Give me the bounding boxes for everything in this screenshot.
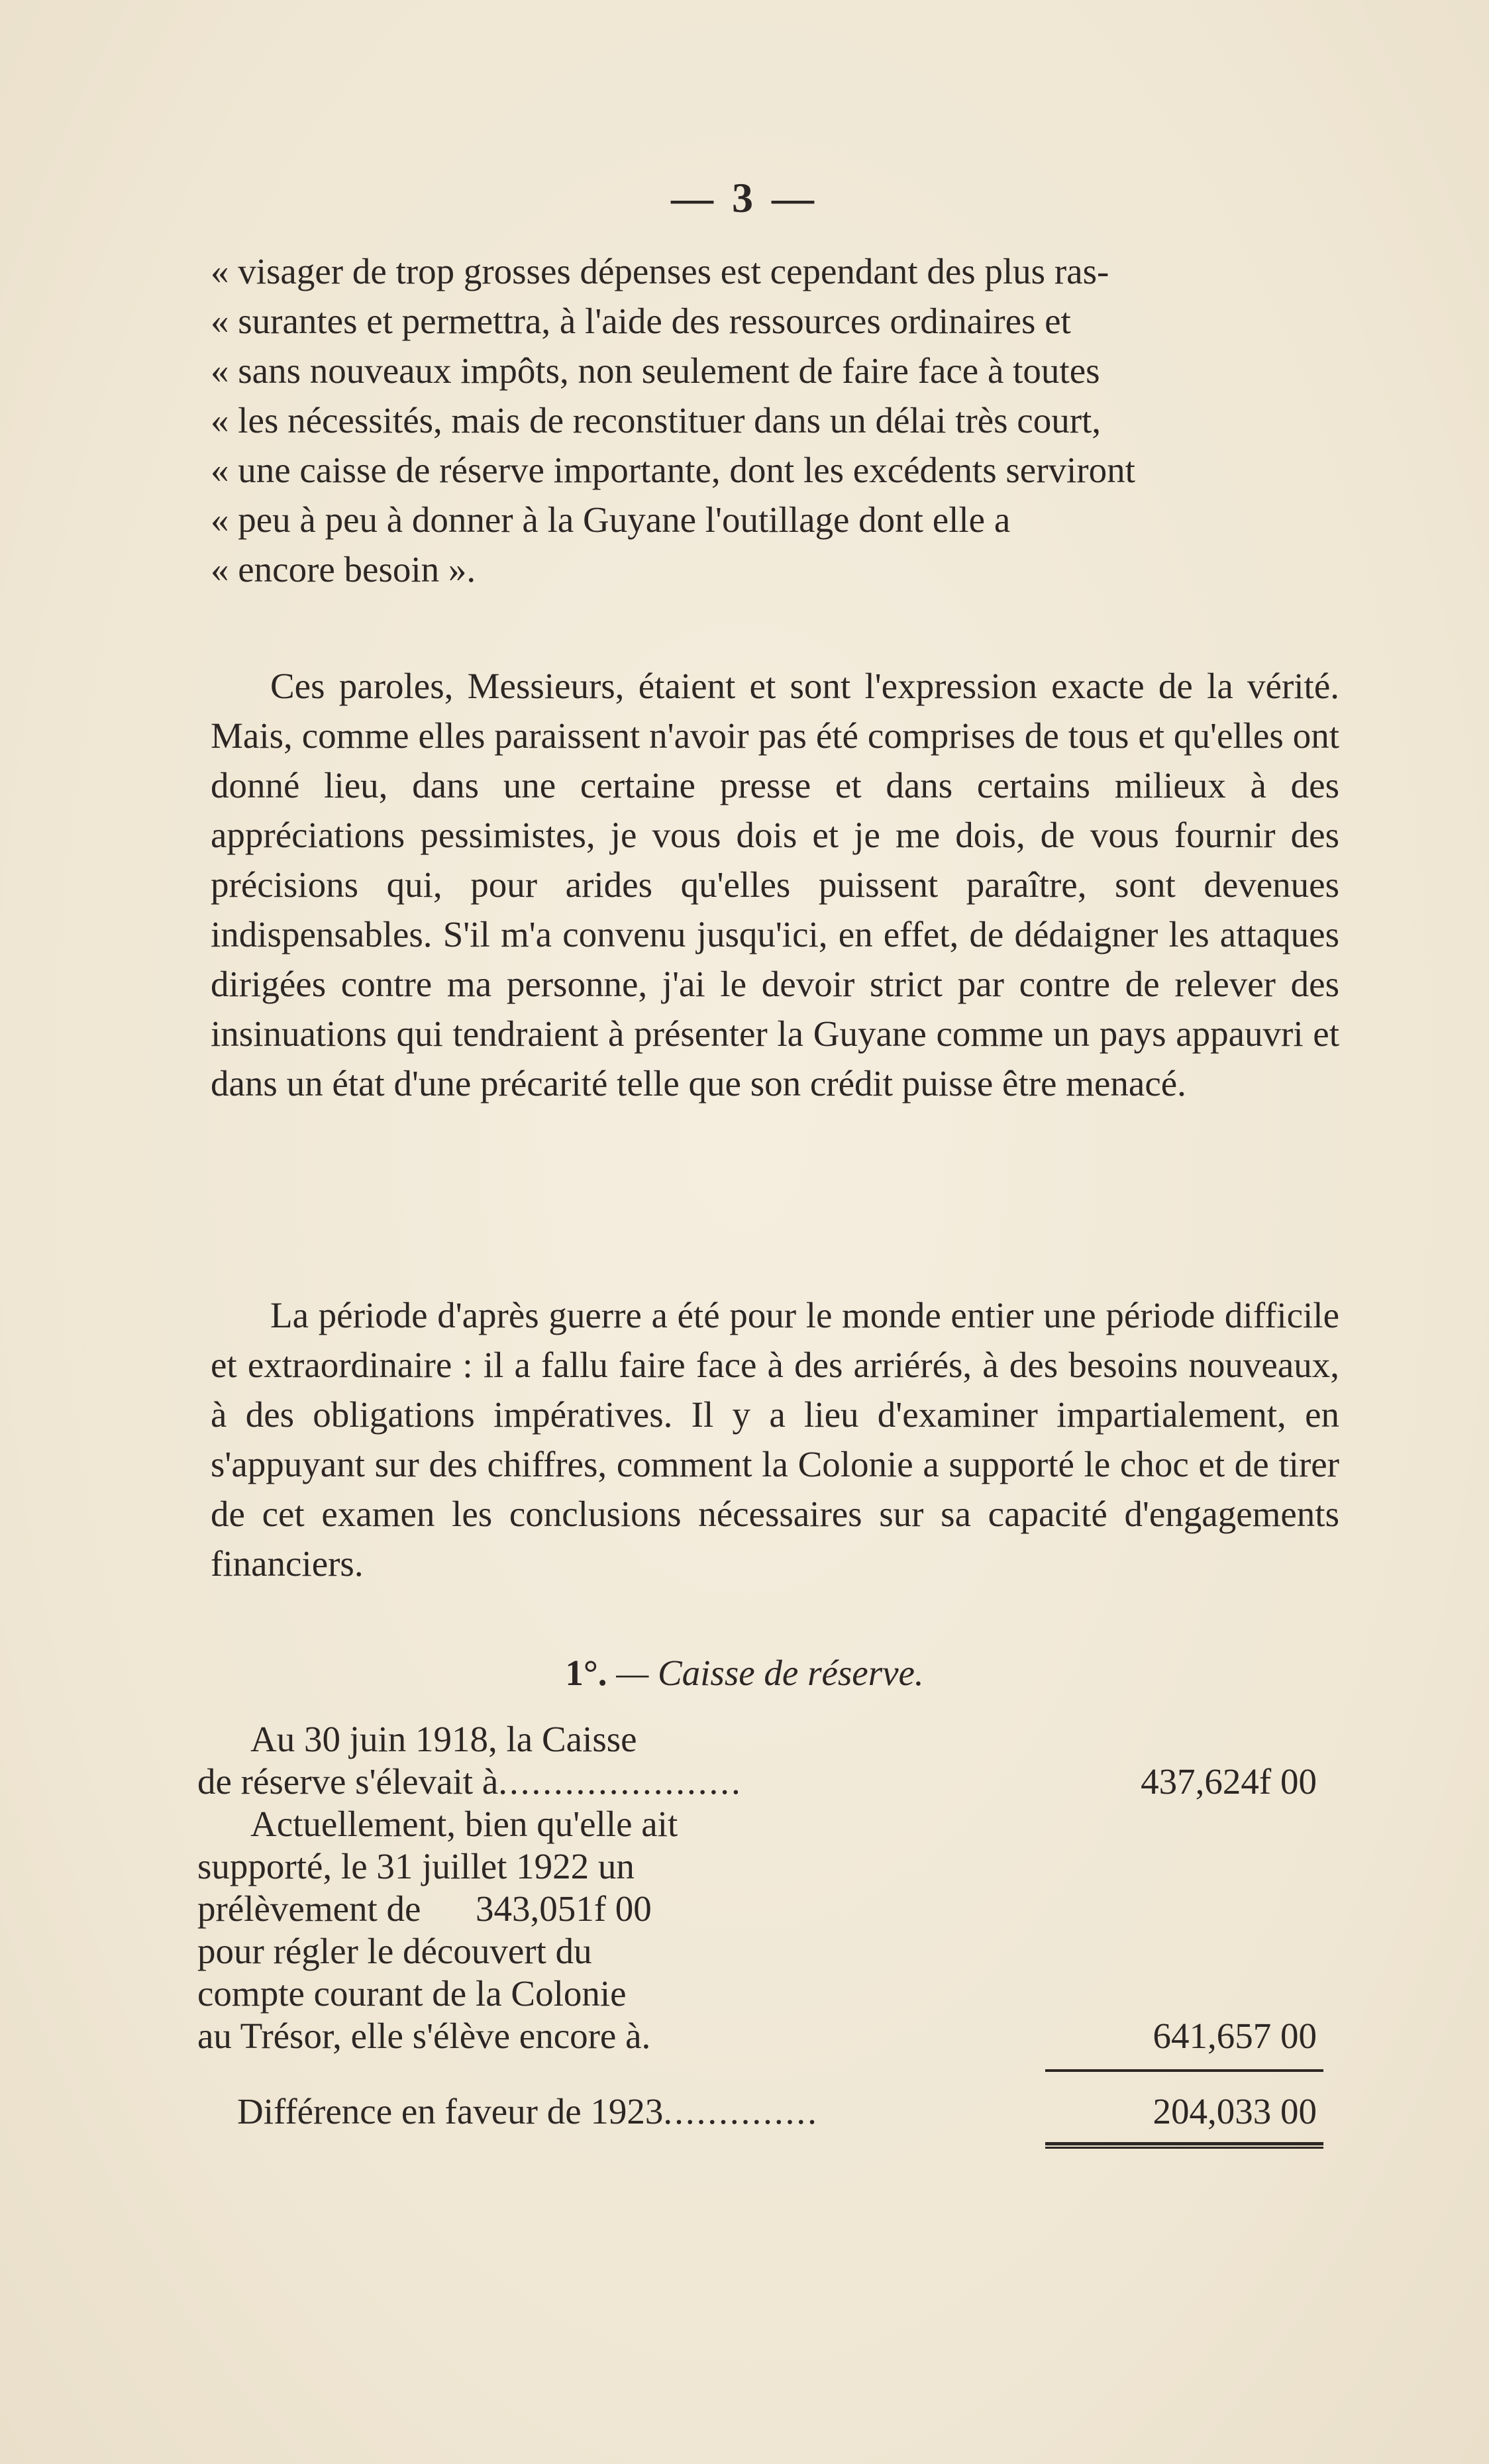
quote-line: « surantes et permettra, à l'aide des ressources ordinaires et xyxy=(211,301,1071,341)
ledger-line: supporté, le 31 juillet 1922 un xyxy=(197,1846,635,1886)
sum-rule xyxy=(1045,2069,1323,2072)
section-dash: — xyxy=(607,1653,658,1693)
difference-label: Différence en faveur de 1923 xyxy=(237,2091,664,2131)
difference-row xyxy=(197,2090,1085,2133)
body-paragraph: La période d'après guerre a été pour le monde entier une période difficile et extraordinaire : il a fallu faire face à des arriérés, à des besoins nouveaux, à des obligations impératives. Il y a lieu d'examiner impartialement, en s'appuyant sur des chiffres, comment la Colonie a supporté le choc et de tirer de cet examen les conclusions nécessaires sur sa capacité d'engagements financiers. xyxy=(211,1295,1339,1584)
quotation-block xyxy=(211,246,1339,594)
ledger-line-text: de réserve s'élevait à xyxy=(197,1761,499,1802)
difference-amount: 204,033 00 xyxy=(1153,2091,1317,2131)
quote-line: « les nécessités, mais de reconstituer dans un délai très court, xyxy=(211,400,1102,440)
quote-line: « sans nouveaux impôts, non seulement de faire face à toutes xyxy=(211,350,1100,391)
ledger-line: prélèvement de 343,051f 00 xyxy=(197,1888,652,1929)
section-number: 1°. xyxy=(565,1653,607,1693)
ledger-entry-description xyxy=(197,1718,780,1803)
body-paragraph: Ces paroles, Messieurs, étaient et sont l'expression exacte de la vérité. Mais, comme elles paraissent n'avoir pas été comprises de tous et qu'elles ont donné lieu, dans une certaine presse et dans certains milieux à des appréciations pessimistes, je vous dois et je me dois, de vous fournir des précisions qui, pour arides qu'elles puissent paraître, sont devenues indispensables. S'il m'a convenu jusqu'ici, en effet, de dédaigner les attaques dirigées contre ma personne, j'ai le devoir strict par contre de relever des insinuations qui tendraient à présenter la Guyane comme un pays appauvri et dans un état d'une précarité telle que son crédit puisse être menacé. xyxy=(211,666,1339,1104)
ledger-line: au Trésor, elle s'élève encore à. xyxy=(197,2016,651,2056)
quote-line: « visager de trop grosses dépenses est cependant des plus ras- xyxy=(211,251,1109,291)
ledger-line: Actuellement, bien qu'elle ait xyxy=(250,1804,678,1844)
section-heading xyxy=(0,1652,1489,1694)
quote-line: « une caisse de réserve importante, dont les excédents serviront xyxy=(211,450,1135,490)
ledger-line xyxy=(197,1761,780,1803)
ledger-line: Au 30 juin 1918, la Caisse xyxy=(250,1719,637,1759)
leader-dots: .............. xyxy=(663,2091,819,2131)
ledger-entry-description xyxy=(197,1803,780,2057)
quote-line: « encore besoin ». xyxy=(211,549,476,590)
total-double-rule xyxy=(1045,2142,1323,2149)
page-number: — 3 — xyxy=(671,174,818,221)
leader-dots: ...................... xyxy=(498,1761,743,1802)
ledger-line: pour régler le découvert du xyxy=(197,1931,592,1971)
ledger-amount: 437,624f 00 xyxy=(1141,1761,1317,1802)
quote-line: « peu à peu à donner à la Guyane l'outillage dont elle a xyxy=(211,499,1011,540)
ledger-line: compte courant de la Colonie xyxy=(197,1973,627,2014)
section-title: Caisse de réserve. xyxy=(657,1653,924,1693)
ledger-amount: 641,657 00 xyxy=(1153,2016,1317,2056)
